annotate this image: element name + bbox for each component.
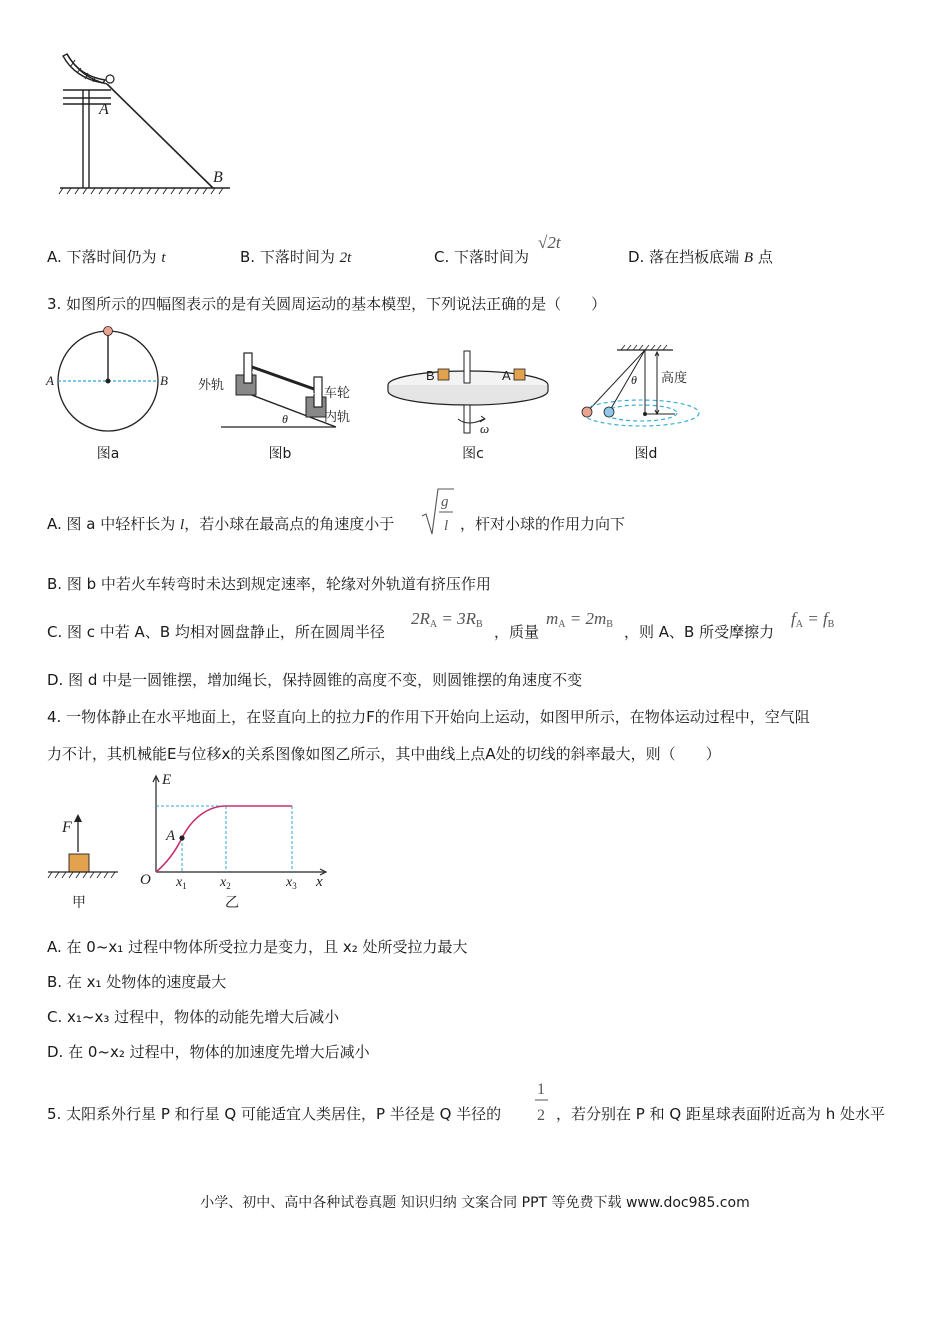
caption-fig-d: 图d [634,446,658,462]
fig-d-height: 高度 [661,370,688,385]
formula-mass: mA = 2mB [546,609,613,630]
fig-b-outer: 外轨 [198,377,225,392]
q4-stem-line2: 力不计，其机械能E与位移x的关系图像如图乙所示，其中曲线上点A处的切线的斜率最大，则（ ） [47,745,721,763]
q3-option-a: A. 图 a 中轻杆长为 l，若小球在最高点的角速度小于 [47,515,395,533]
fig-b-inner: 内轨 [324,409,351,424]
figure-c-disk [382,347,562,437]
caption-jia: 甲 [72,895,86,911]
q5-stem-tail: ，若分别在 P 和 Q 距星球表面附近高为 h 处水平 [556,1105,885,1123]
axis-e: E [162,772,172,788]
q3-option-c-mid: ，质量 [494,623,540,641]
tick-x2: x [220,875,227,890]
caption-fig-c: 图c [462,446,484,462]
fig-b-wheel: 车轮 [324,385,351,400]
figure-jia-block [44,810,124,885]
q2-option-d: D. 落在挡板底端 B 点 [628,248,773,266]
q5-stem: 5. 太阳系外行星 P 和行星 Q 可能适宜人类居住，P 半径是 Q 半径的 [47,1105,502,1123]
tick-x3: x [286,875,293,890]
point-a: A [166,828,176,844]
fig-c-label-b: B [426,368,435,383]
svg-text:x3 [285,875,297,891]
fig-b-theta: θ [282,412,288,426]
frac-den: 2 [537,1107,545,1124]
fig-d-theta: θ [631,373,637,387]
formula-radius: 2RA = 3RB [411,609,483,630]
figure-b-train [196,345,366,435]
q3-option-b: B. 图 b 中若火车转弯时未达到规定速率，轮缘对外轨道有挤压作用 [47,575,491,593]
figure-a-circle [44,325,174,440]
q2-option-b: B. 下落时间为 2t [240,248,352,266]
footer-banner: 小学、初中、高中各种试卷真题 知识归纳 文案合同 PPT 等免费下载 www.doc985.com [200,1195,750,1211]
q4-option-c: C. x₁~x₃ 过程中，物体的动能先增大后减小 [47,1008,340,1026]
caption-fig-a: 图a [96,446,120,462]
caption-fig-b: 图b [268,446,292,462]
label-b: B [213,169,223,186]
svg-text:x2 [219,875,231,891]
sqrt-g-over-l [420,486,456,538]
tick-x1: x [176,875,183,890]
formula-friction: fA = fB [791,609,835,630]
q4-option-a: A. 在 0~x₁ 过程中物体所受拉力是变力，且 x₂ 处所受拉力最大 [47,938,468,956]
fig-c-omega: ω [480,421,490,436]
q2-option-c: C. 下落时间为 [434,248,530,266]
axis-x: x [316,874,323,890]
q3-option-c-mid2: ，则 A、B 所受摩擦力 [624,623,775,641]
label-force: F [62,819,72,836]
tick-x2-sub: 2 [226,881,231,891]
origin-o: O [140,872,151,888]
tick-x3-sub: 3 [292,881,297,891]
q2-option-a: A. 下落时间仍为 t [47,248,166,266]
fraction-one-half [532,1074,552,1126]
q4-stem-line1: 4. 一物体静止在水平地面上，在竖直向上的拉力F的作用下开始向上运动，如图甲所示，在物体运动过程中，空气阻 [47,708,810,726]
caption-yi: 乙 [225,895,239,911]
label-a: A [99,101,109,118]
q3-option-c: C. 图 c 中若 A、B 均相对圆盘静止，所在圆周半径 [47,623,385,641]
fig-a-label-a: A [46,373,54,388]
q4-option-d: D. 在 0~x₂ 过程中，物体的加速度先增大后减小 [47,1043,370,1061]
figure-yi-energy-graph [134,772,334,892]
q3-option-d: D. 图 d 中是一圆锥摆，增加绳长，保持圆锥的高度不变，则圆锥摆的角速度不变 [47,671,583,689]
svg-text:x1 [175,875,187,891]
figure-d-conical-pendulum [575,344,705,439]
q4-option-b: B. 在 x₁ 处物体的速度最大 [47,973,227,991]
q3-option-a-tail: ，杆对小球的作用力向下 [460,515,626,533]
frac-l: l [444,518,449,534]
frac-num: 1 [537,1081,545,1098]
tick-x1-sub: 1 [182,881,187,891]
q3-stem: 3. 如图所示的四幅图表示的是有关圆周运动的基本模型，下列说法正确的是（ ） [47,295,607,313]
incline-figure [55,48,235,198]
q2-option-c-value: √2t [538,233,561,252]
frac-g: g [441,494,449,510]
fig-c-label-a: A [502,368,511,383]
fig-a-label-b: B [160,373,168,388]
